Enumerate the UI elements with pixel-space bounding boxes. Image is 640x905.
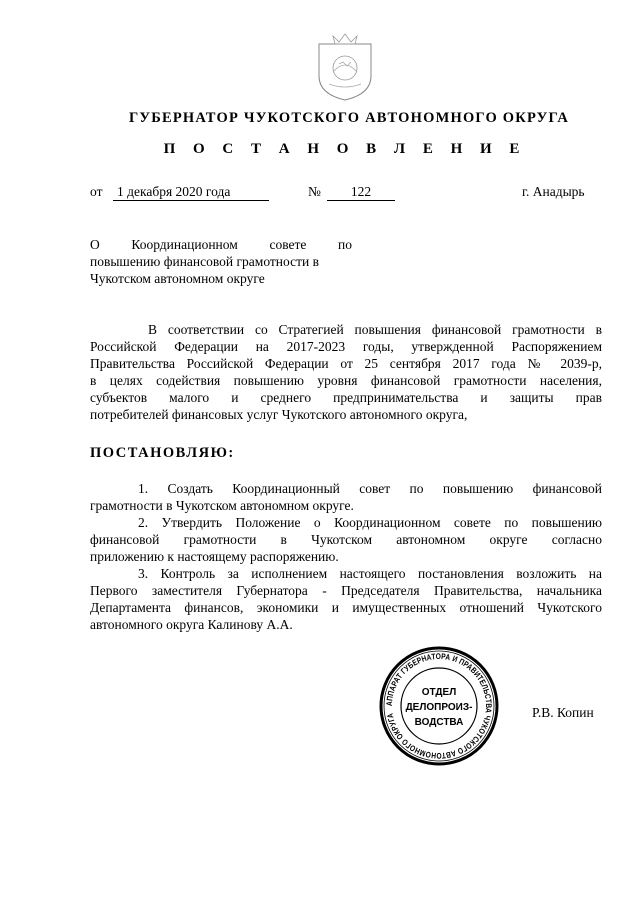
item-line: грамотности в Чукотском автономном округе. bbox=[90, 498, 354, 513]
preamble-line: Правительства Российской Федерации от 25 сентября 2017 года № 2039-р, bbox=[90, 356, 602, 371]
item-1 bbox=[90, 480, 602, 514]
preamble-line: субъектов малого и среднего предпринимательства и защиты прав bbox=[90, 390, 602, 405]
issuer-heading: ГУБЕРНАТОР ЧУКОТСКОГО АВТОНОМНОГО ОКРУГА bbox=[128, 110, 570, 126]
from-label: от bbox=[90, 184, 103, 199]
subject-line: Чукотском автономном округе bbox=[90, 271, 265, 286]
stamp-center-line: ОТДЕЛ bbox=[421, 687, 457, 698]
item-line: 3. Контроль за исполнением настоящего постановления возложить на bbox=[138, 566, 602, 581]
subject-line: О Координационном совете по bbox=[90, 237, 352, 252]
subject-line: повышению финансовой грамотности в bbox=[90, 254, 319, 269]
item-3 bbox=[90, 565, 602, 633]
preamble-line: потребителей финансовых услуг Чукотского автономного округа, bbox=[90, 407, 468, 422]
item-line: Департамента финансов, экономики и имущественных отношений Чукотского bbox=[90, 600, 602, 615]
document-subject bbox=[90, 236, 352, 287]
document-number: 122 bbox=[327, 184, 395, 201]
preamble-line: в целях содействия повышению уровня финансовой грамотности населения, bbox=[90, 373, 602, 388]
number-label: № bbox=[308, 184, 321, 199]
stamp-center-line: ДЕЛОПРОИЗ- bbox=[405, 702, 473, 713]
document-date: 1 декабря 2020 года bbox=[113, 184, 269, 201]
stamp-ring-text: АППАРАТ ГУБЕРНАТОРА И ПРАВИТЕЛЬСТВА ЧУКОТСКОГО АВТОНОМНОГО ОКРУГА bbox=[384, 651, 494, 761]
preamble-paragraph bbox=[90, 321, 602, 423]
preamble-line: Российской Федерации на 2017-2023 годы, утвержденной Распоряжением bbox=[90, 339, 602, 354]
document-type-heading: П О С Т А Н О В Л Е Н И Е bbox=[163, 141, 527, 157]
item-2 bbox=[90, 514, 602, 565]
signature-name: Р.В. Копин bbox=[532, 705, 594, 720]
item-line: финансовой грамотности в Чукотском автономном округе согласно bbox=[90, 532, 602, 547]
resolve-heading: ПОСТАНОВЛЯЮ: bbox=[90, 445, 235, 461]
stamp-center-line: ВОДСТВА bbox=[414, 717, 464, 728]
item-line: Первого заместителя Губернатора - Председателя Правительства, начальника bbox=[90, 583, 602, 598]
coat-of-arms-emblem-icon bbox=[313, 28, 377, 102]
office-stamp bbox=[378, 645, 500, 767]
item-line: 1. Создать Координационный совет по повышению финансовой bbox=[138, 481, 602, 496]
document-place: г. Анадырь bbox=[522, 184, 585, 199]
item-line: 2. Утвердить Положение о Координационном совете по повышению bbox=[138, 515, 602, 530]
item-line: автономного округа Калинову А.А. bbox=[90, 617, 293, 632]
item-line: приложению к настоящему распоряжению. bbox=[90, 549, 339, 564]
preamble-line: В соответствии со Стратегией повышения финансовой грамотности в bbox=[148, 322, 602, 337]
